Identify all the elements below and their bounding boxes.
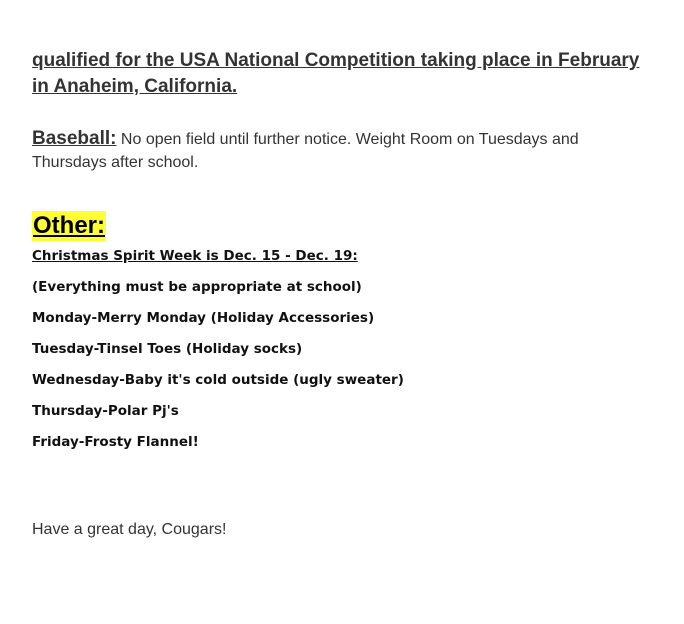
spirit-week-note: (Everything must be appropriate at school): [32, 279, 362, 295]
spirit-week-tuesday: Tuesday-Tinsel Toes (Holiday socks): [32, 341, 303, 357]
closing-line: Have a great day, Cougars!: [32, 521, 227, 538]
spirit-week-title: Christmas Spirit Week is Dec. 15 - Dec. 19:: [32, 248, 358, 264]
competition-paragraph: qualified for the USA National Competition taking place in February in Anaheim, California.: [32, 50, 640, 97]
spirit-week-thursday: Thursday-Polar Pj's: [32, 403, 179, 419]
spirit-week-wednesday: Wednesday-Baby it's cold outside (ugly sweater): [32, 372, 404, 388]
baseball-text: No open field until further notice. Weight Room on Tuesdays and Thursdays after school.: [32, 131, 579, 171]
spirit-week-list: [32, 246, 652, 463]
spirit-week-monday: Monday-Merry Monday (Holiday Accessories): [32, 310, 375, 326]
spirit-week-friday: Friday-Frosty Flannel!: [32, 434, 199, 450]
baseball-paragraph: [32, 127, 652, 174]
baseball-label: Baseball:: [32, 128, 117, 149]
other-heading: Other:: [33, 212, 105, 239]
